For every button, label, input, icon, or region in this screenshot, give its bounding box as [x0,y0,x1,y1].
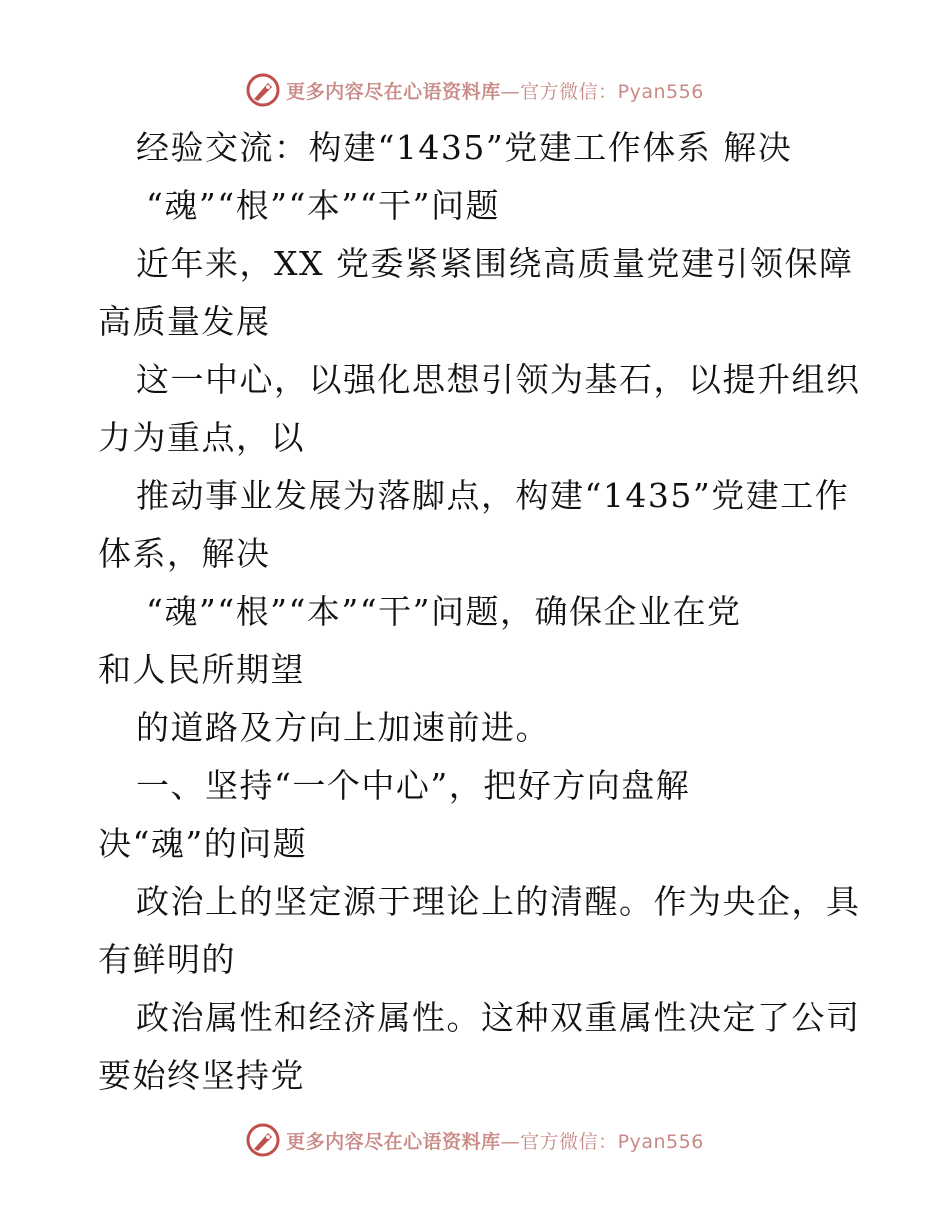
paragraph-line: 要始终坚持党 [98,1056,305,1095]
paragraph-line: 近年来，XX 党委紧紧围绕高质量党建引领保障 [136,244,854,283]
paragraph-line: 推动事业发展为落脚点，构建“1435”党建工作 [136,476,850,515]
section-heading-line: 一、坚持“一个中心”，把好方向盘解 [136,766,691,805]
banner-text [286,1127,704,1154]
footer-banner [0,1120,950,1160]
paragraph-line: 的道路及方向上加速前进。 [136,708,550,747]
pen-nib-seal-icon [246,1123,280,1157]
paragraph-line: 力为重点，以 [98,418,305,457]
paragraph-line: 有鲜明的 [98,940,236,979]
section-heading-line: 决“魂”的问题 [98,824,308,863]
banner-separator: — [500,1130,521,1153]
paragraph-line: 和人民所期望 [98,650,305,689]
paragraph-line: 政治上的坚定源于理论上的清醒。作为央企，具 [136,882,861,921]
paragraph-line: 高质量发展 [98,302,271,341]
paragraph-line: 政治属性和经济属性。这种双重属性决定了公司 [136,998,861,1037]
paragraph-line: 体系，解决 [98,534,271,573]
doc-title-line-2: “魂”“根”“本”“干”问题 [146,186,500,225]
banner-title: 更多内容尽在心语资料库 [286,80,501,103]
banner-contact: 官方微信：Pyan556 [520,1130,704,1153]
paragraph-line: 这一中心，以强化思想引领为基石，以提升组织 [136,360,861,399]
banner-contact: 官方微信：Pyan556 [520,80,704,103]
banner-title: 更多内容尽在心语资料库 [286,1130,501,1153]
paragraph-line: “魂”“根”“本”“干”问题，确保企业在党 [146,592,742,631]
banner-separator: — [500,80,521,103]
doc-title-line-1: 经验交流：构建“1435”党建工作体系 解决 [136,128,793,167]
